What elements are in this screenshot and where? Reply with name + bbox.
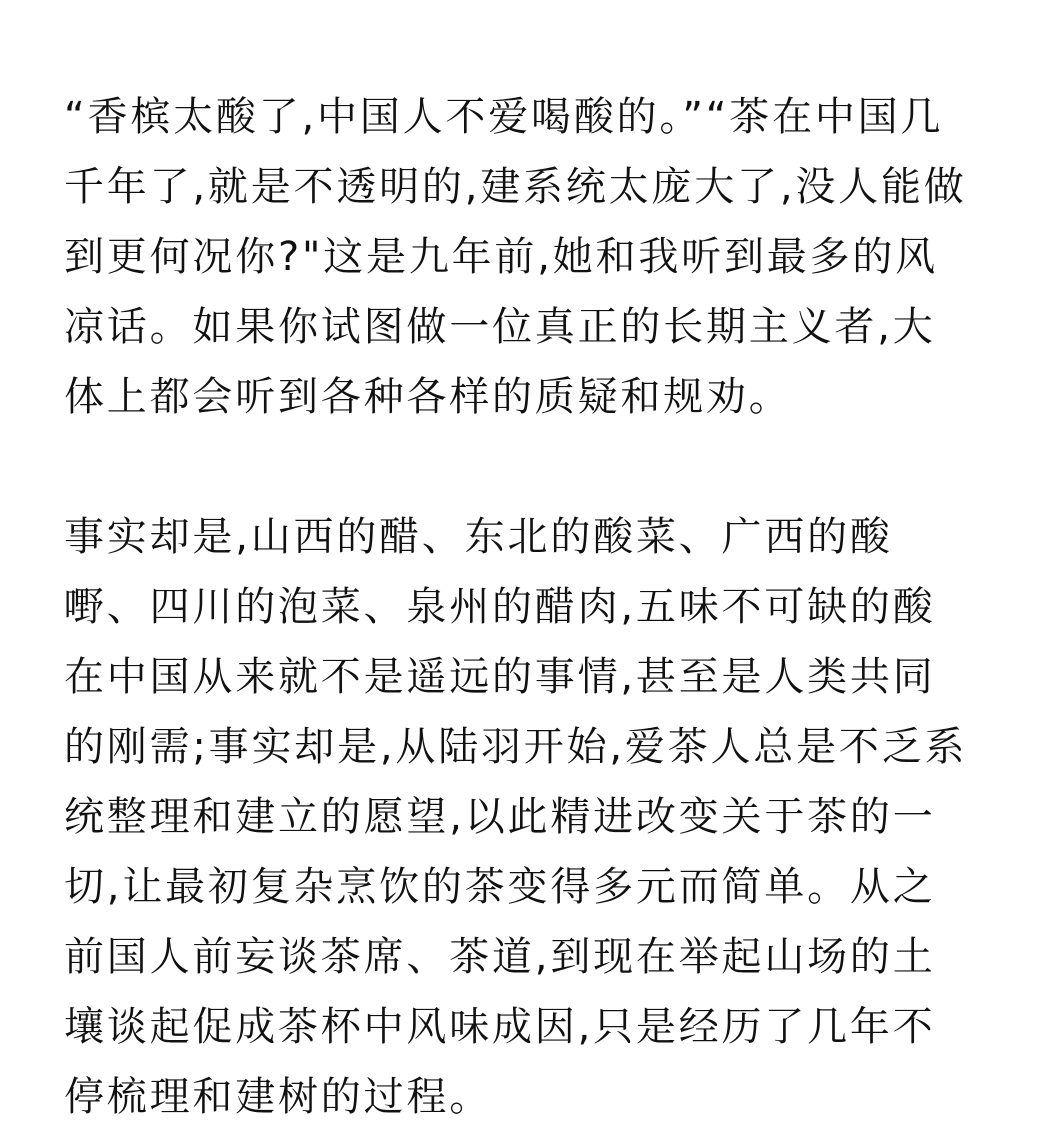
paragraph-1: “香槟太酸了,中国人不爱喝酸的。”“茶在中国几千年了,就是不透明的,建系统太庞大了,没人能做到更何况你?"这是九年前,她和我听到最多的风凉话。如果你试图做一位真正的长期主义者,大体上都会听到各种各样的质疑和规劝。	[64, 94, 967, 420]
article-body	[64, 82, 974, 1132]
paragraph-2: 事实却是,山西的醋、东北的酸菜、广西的酸嘢、四川的泡菜、泉州的醋肉,五味不可缺的酸在中国从来就不是遥远的事情,甚至是人类共同的刚需;事实却是,从陆羽开始,爱茶人总是不乏系统整理和建立的愿望,以此精进改变关于茶的一切,让最初复杂烹饮的茶变得多元而简单。从之前国人前妄谈茶席、茶道,到现在举起山场的土壤谈起促成茶杯中风味成因,只是经历了几年不停梳理和建树的过程。	[64, 514, 968, 1120]
